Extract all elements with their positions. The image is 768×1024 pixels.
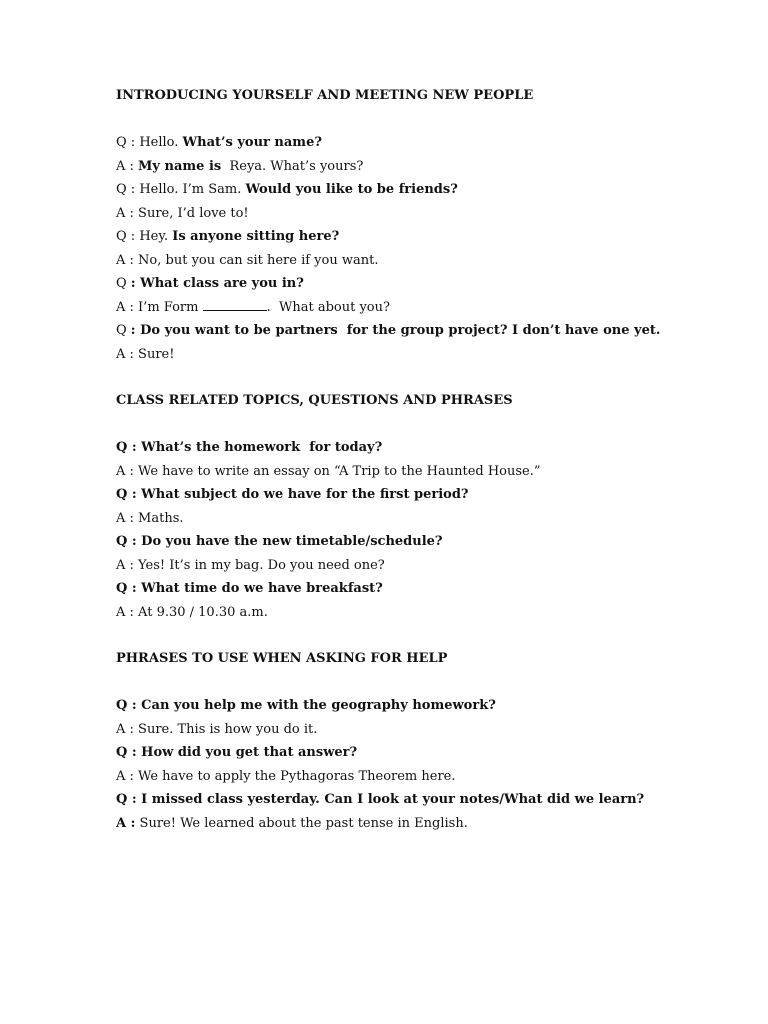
- qa-line: A : Maths.: [116, 510, 184, 526]
- qa-line: A : No, but you can sit here if you want.: [116, 252, 379, 268]
- qa-line: A : We have to apply the Pythagoras Theorem here.: [116, 768, 456, 784]
- qa-line: Q : Do you want to be partners for the group project? I don’t have one yet.: [116, 323, 661, 338]
- qa-line: Q : Do you have the new timetable/schedule?: [116, 534, 443, 549]
- qa-line: A : My name is Reya. What’s yours?: [116, 158, 364, 174]
- qa-line: Q : What time do we have breakfast?: [116, 581, 383, 596]
- qa-line: A : Sure! We learned about the past tense in English.: [116, 815, 468, 831]
- qa-line: A : Sure, I’d love to!: [116, 205, 249, 221]
- qa-line: Q : What’s the homework for today?: [116, 440, 383, 455]
- document-page: [116, 86, 736, 837]
- fill-in-blank: [203, 298, 267, 311]
- qa-line: Q : Hey. Is anyone sitting here?: [116, 229, 340, 244]
- qa-line: Q : Hello. I’m Sam. Would you like to be friends?: [116, 182, 458, 197]
- qa-line: Q : What subject do we have for the first period?: [116, 487, 469, 502]
- qa-line: A : We have to write an essay on “A Trip to the Haunted House.”: [116, 463, 541, 479]
- qa-line: A : At 9.30 / 10.30 a.m.: [116, 604, 268, 620]
- section-title-introducing: INTRODUCING YOURSELF AND MEETING NEW PEOPLE: [116, 88, 534, 103]
- section-title-asking-help: PHRASES TO USE WHEN ASKING FOR HELP: [116, 651, 448, 666]
- qa-line: Q : What class are you in?: [116, 276, 304, 291]
- qa-line: A : Sure. This is how you do it.: [116, 721, 318, 737]
- qa-line: A : Sure!: [116, 346, 175, 362]
- qa-line: Q : Hello. What’s your name?: [116, 135, 322, 150]
- qa-line: Q : How did you get that answer?: [116, 745, 358, 760]
- qa-line: Q : I missed class yesterday. Can I look at your notes/What did we learn?: [116, 792, 645, 807]
- qa-line: A : Yes! It’s in my bag. Do you need one?: [116, 557, 385, 573]
- section-title-class-topics: CLASS RELATED TOPICS, QUESTIONS AND PHRASES: [116, 393, 513, 408]
- qa-line: A : I’m Form . What about you?: [116, 299, 390, 315]
- qa-line: Q : Can you help me with the geography homework?: [116, 698, 496, 713]
